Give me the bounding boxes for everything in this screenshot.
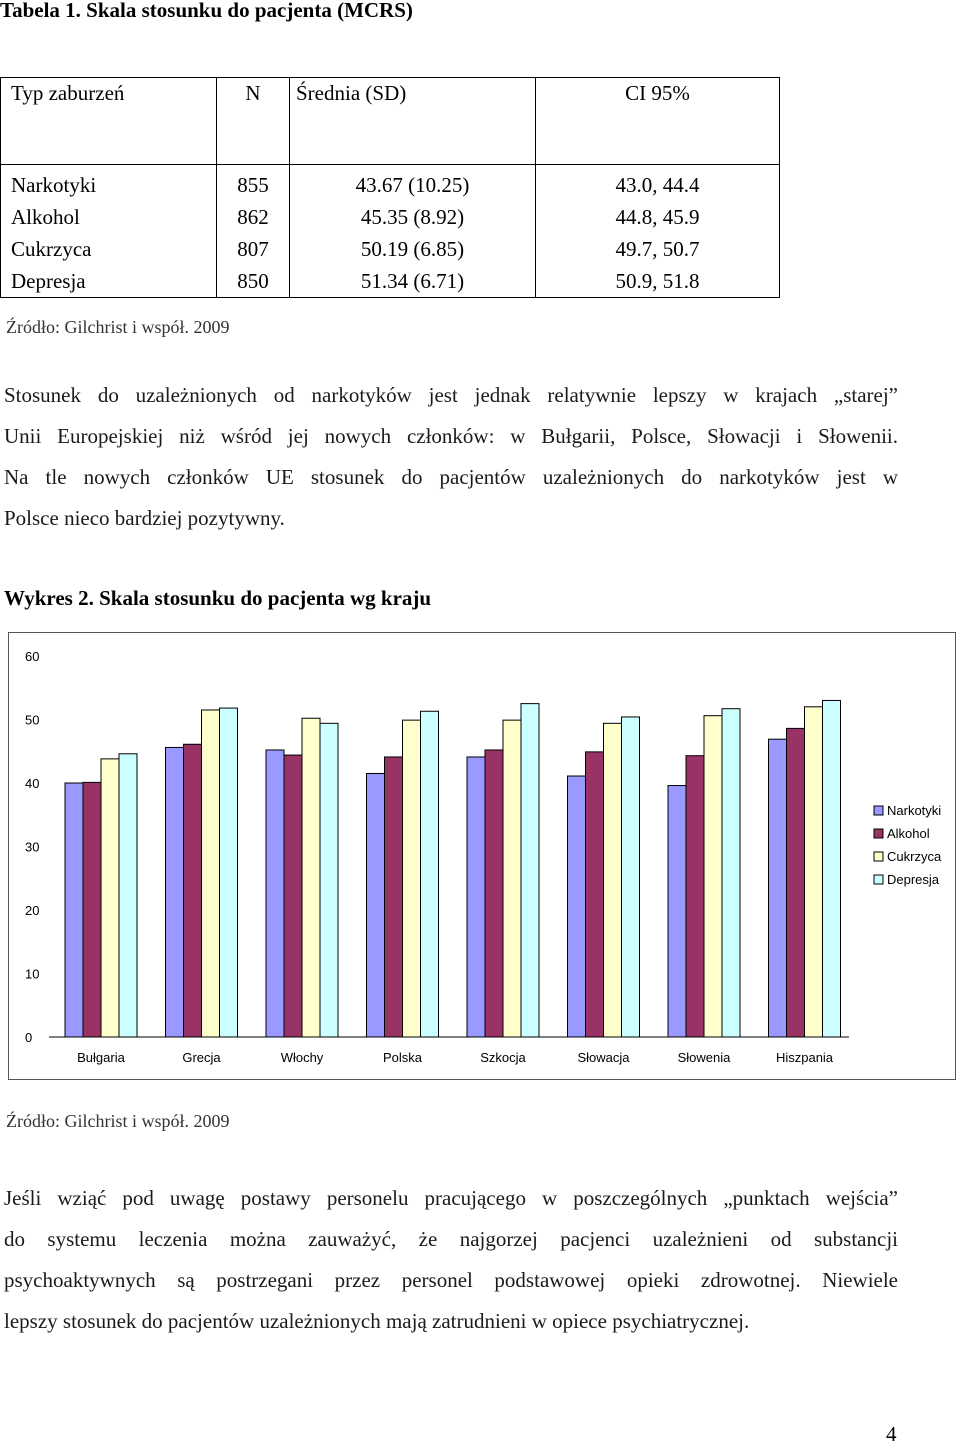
x-tick-label: Polska xyxy=(382,1050,423,1065)
bar-chart xyxy=(8,632,956,1080)
bar xyxy=(622,717,640,1037)
paragraph-line: lepszy stosunek do pacjentów uzależnionych mają zatrudnieni w opiece psychiatrycznej. xyxy=(4,1309,750,1333)
bar xyxy=(403,720,421,1037)
bar xyxy=(119,754,137,1037)
table-header-row xyxy=(1,78,780,165)
x-tick-label: Słowacja xyxy=(577,1050,630,1065)
bar xyxy=(787,728,805,1037)
y-tick-label: 0 xyxy=(25,1030,33,1045)
bar xyxy=(568,776,586,1037)
bar xyxy=(503,720,521,1037)
source-note-2: Źródło: Gilchrist i współ. 2009 xyxy=(6,1111,230,1131)
paragraph-line: do systemu leczenia można zauważyć, że najgorzej pacjenci uzależnieni od substancji xyxy=(4,1227,898,1251)
y-tick-label: 40 xyxy=(25,776,40,791)
y-tick-label: 60 xyxy=(25,649,40,664)
y-tick-label: 50 xyxy=(25,712,40,728)
chart-svg xyxy=(9,633,955,1079)
bar xyxy=(686,756,704,1037)
table-cell: 862 xyxy=(237,205,269,229)
bar xyxy=(385,757,403,1037)
table-cell: 51.34 (6.71) xyxy=(360,269,465,293)
y-tick-label: 30 xyxy=(25,839,40,855)
paragraph-line: Unii Europejskiej niż wśród jej nowych członków: w Bułgarii, Polsce, Słowacji i Słowenii. xyxy=(4,424,898,448)
x-tick-label: Hiszpania xyxy=(775,1050,834,1065)
bar xyxy=(421,711,439,1037)
bar xyxy=(367,773,385,1037)
source-note: Źródło: Gilchrist i współ. 2009 xyxy=(6,317,230,337)
table-cell: 807 xyxy=(237,237,269,261)
table-cell: 44.8, 45.9 xyxy=(615,205,700,229)
table-cell: Depresja xyxy=(11,269,86,293)
bar xyxy=(320,723,338,1037)
legend-swatch xyxy=(874,829,883,838)
legend-label: Depresja xyxy=(887,872,940,887)
header-n: N xyxy=(245,81,261,105)
bar xyxy=(467,757,485,1037)
bar xyxy=(805,707,823,1037)
chart-title: Wykres 2. Skala stosunku do pacjenta wg kraju xyxy=(4,586,432,610)
table-title: Tabela 1. Skala stosunku do pacjenta (MCRS) xyxy=(0,0,413,22)
legend-label: Alkohol xyxy=(887,826,930,841)
legend-label: Narkotyki xyxy=(887,803,942,818)
bar xyxy=(166,747,184,1037)
legend-label: Cukrzyca xyxy=(887,849,942,864)
y-tick-label: 10 xyxy=(25,966,40,982)
table-cell: 43.67 (10.25) xyxy=(355,173,470,197)
header-srednia: Średnia (SD) xyxy=(296,81,407,105)
paragraph-1 xyxy=(4,375,898,539)
table-cell: Cukrzyca xyxy=(11,237,92,261)
bar xyxy=(521,704,539,1037)
page-number: 4 xyxy=(886,1422,897,1446)
bar xyxy=(284,755,302,1037)
header-typ: Typ zaburzeń xyxy=(11,81,125,105)
table-cell: Alkohol xyxy=(11,205,80,229)
x-tick-label: Szkocja xyxy=(480,1050,526,1065)
bar xyxy=(668,786,686,1037)
table-cell: Narkotyki xyxy=(11,173,97,197)
x-tick-label: Włochy xyxy=(280,1050,324,1065)
table-cell: 45.35 (8.92) xyxy=(360,205,465,229)
table-cell: 49.7, 50.7 xyxy=(615,237,700,261)
header-ci: CI 95% xyxy=(625,81,690,105)
paragraph-line: Polsce nieco bardziej pozytywny. xyxy=(4,506,285,530)
table-cell: 850 xyxy=(237,269,269,293)
table-body-row xyxy=(1,165,780,298)
x-tick-label: Bułgaria xyxy=(77,1050,125,1065)
bar xyxy=(769,739,787,1037)
bar xyxy=(101,759,119,1037)
mcrs-table xyxy=(0,77,780,298)
bar xyxy=(722,709,740,1037)
table-cell: 50.19 (6.85) xyxy=(360,237,465,261)
x-tick-label: Grecja xyxy=(182,1050,221,1065)
bar xyxy=(83,782,101,1037)
bar xyxy=(586,752,604,1037)
paragraph-line: Na tle nowych członków UE stosunek do pacjentów uzależnionych do narkotyków jest w xyxy=(4,465,898,489)
bar xyxy=(184,744,202,1037)
table-cell: 50.9, 51.8 xyxy=(615,269,700,293)
paragraph-line: Jeśli wziąć pod uwagę postawy personelu pracującego w poszczególnych „punktach wejścia” xyxy=(4,1186,898,1210)
bar xyxy=(704,716,722,1037)
legend-swatch xyxy=(874,875,883,884)
y-tick-label: 20 xyxy=(25,903,40,918)
x-tick-label: Słowenia xyxy=(677,1050,731,1065)
paragraph-2 xyxy=(4,1178,898,1342)
table-cell: 855 xyxy=(237,173,269,197)
bar xyxy=(220,708,238,1037)
bar xyxy=(485,750,503,1037)
paragraph-line: psychoaktywnych są postrzegani przez personel podstawowej opieki zdrowotnej. Niewiele xyxy=(4,1268,898,1292)
bar xyxy=(65,783,83,1037)
bar xyxy=(202,710,220,1037)
bar xyxy=(604,723,622,1037)
legend-swatch xyxy=(874,806,883,815)
bar xyxy=(302,718,320,1037)
table-cell: 43.0, 44.4 xyxy=(615,173,700,197)
bar xyxy=(266,750,284,1037)
legend-swatch xyxy=(874,852,883,861)
bar xyxy=(823,700,841,1037)
paragraph-line: Stosunek do uzależnionych od narkotyków jest jednak relatywnie lepszy w krajach „starej” xyxy=(4,383,898,407)
